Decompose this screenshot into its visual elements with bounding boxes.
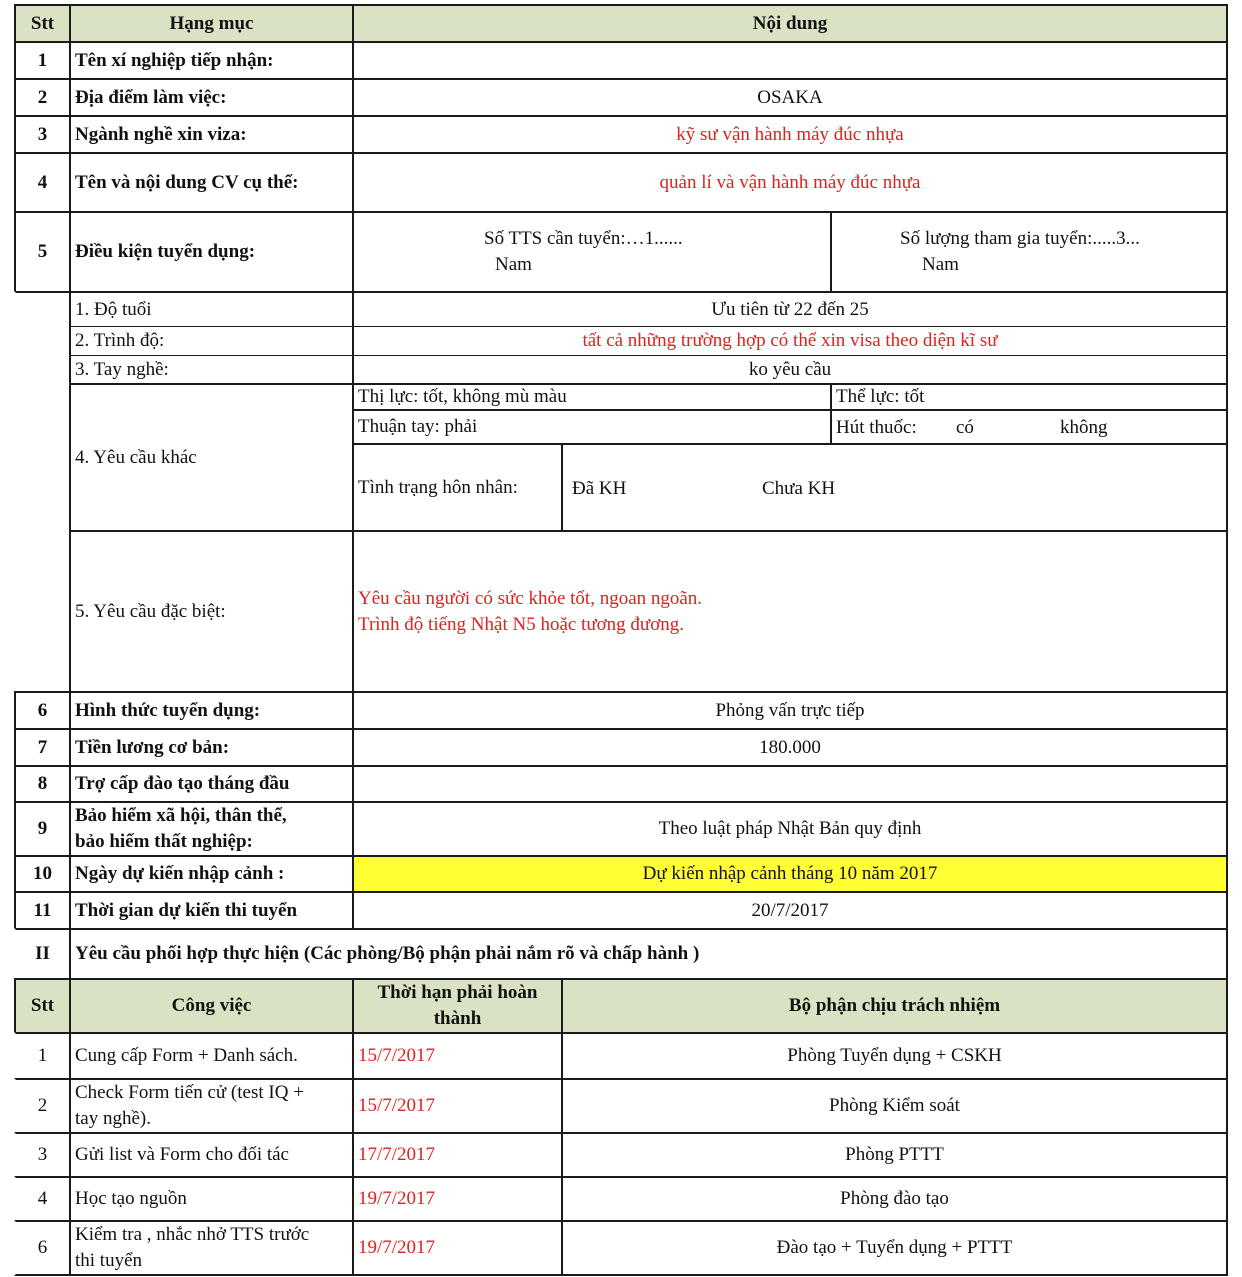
row-4-value: quản lí và vận hành máy đúc nhựa [352, 152, 1228, 213]
task-5-deadline: 19/7/2017 [352, 1220, 563, 1276]
row-1-label: Tên xí nghiệp tiếp nhận: [69, 41, 354, 80]
details-stt-blank [14, 291, 71, 693]
task-5-dept: Đào tạo + Tuyển dụng + PTTT [561, 1220, 1228, 1276]
row-10-value: Dự kiến nhập cảnh tháng 10 năm 2017 [352, 855, 1228, 893]
so-luong-line2: Nam [922, 254, 959, 275]
task-2-name-line1: Check Form tiến cử (test IQ + [75, 1082, 304, 1103]
the-luc: Thể lực: tốt [830, 383, 1228, 411]
task-2-name-line2: tay nghề). [75, 1108, 151, 1129]
header2-bo-phan: Bộ phận chịu trách nhiệm [561, 978, 1228, 1034]
header2-thoi-han-line1: Thời hạn phải hoàn [377, 982, 538, 1003]
do-tuoi-value: Ưu tiên từ 22 đến 25 [352, 291, 1228, 327]
row-3-label: Ngành nghề xin viza: [69, 115, 354, 154]
header-noi-dung: Nội dung [352, 4, 1228, 43]
task-5-name-line1: Kiểm tra , nhắc nhở TTS trước [75, 1224, 310, 1245]
row-6-stt: 6 [14, 691, 71, 730]
task-5-name-line2: thi tuyển [75, 1250, 143, 1271]
dac-biet-label: 5. Yêu cầu đặc biệt: [69, 530, 354, 693]
header2-thoi-han-line2: thành [433, 1008, 482, 1029]
so-luong-line1: Số lượng tham gia tuyển:.....3... [900, 228, 1140, 249]
hut-thuoc-label: Hút thuốc: [836, 417, 917, 438]
row-5-so-luong [830, 211, 1228, 293]
tay-nghe-label: 3. Tay nghề: [69, 355, 354, 385]
row-11-stt: 11 [14, 891, 71, 930]
trinh-do-value: tất cả những trường hợp có thể xin visa theo diện kĩ sư [352, 326, 1228, 356]
row-7-value: 180.000 [352, 728, 1228, 767]
task-5-stt: 6 [14, 1220, 71, 1276]
header-stt: Stt [14, 4, 71, 43]
row-11-label: Thời gian dự kiến thi tuyển [69, 891, 354, 930]
dac-biet-line2: Trình độ tiếng Nhật N5 hoặc tương đương. [358, 613, 685, 635]
row-9-label-line1: Bảo hiểm xã hội, thân thể, [75, 805, 287, 826]
hut-thuoc [830, 409, 1228, 445]
row-5-label: Điều kiện tuyển dụng: [69, 211, 354, 293]
dac-biet-line1: Yêu cầu người có sức khỏe tốt, ngoan ngoãn. [358, 587, 703, 609]
row-3-value: kỹ sư vận hành máy đúc nhựa [352, 115, 1228, 154]
row-7-stt: 7 [14, 728, 71, 767]
da-kh: Đã KH [572, 478, 627, 499]
chua-kh: Chưa KH [762, 478, 836, 499]
task-3-deadline: 17/7/2017 [352, 1132, 563, 1178]
task-4-stt: 4 [14, 1176, 71, 1222]
row-9-value: Theo luật pháp Nhật Bản quy định [352, 801, 1228, 857]
row-4-stt: 4 [14, 152, 71, 213]
section-2-stt: II [14, 928, 71, 980]
row-10-stt: 10 [14, 855, 71, 893]
task-1-deadline: 15/7/2017 [352, 1032, 563, 1080]
row-6-value: Phỏng vấn trực tiếp [352, 691, 1228, 730]
so-tts-line1: Số TTS cần tuyển:…1...... [484, 228, 683, 249]
row-2-stt: 2 [14, 78, 71, 117]
do-tuoi-label: 1. Độ tuổi [69, 291, 354, 327]
hon-nhan-label: Tình trạng hôn nhân: [352, 443, 563, 532]
row-10-label: Ngày dự kiến nhập cảnh : [69, 855, 354, 893]
row-8-label: Trợ cấp đào tạo tháng đầu [69, 765, 354, 803]
header2-stt: Stt [14, 978, 71, 1034]
hut-thuoc-khong: không [1060, 417, 1108, 438]
row-5-stt: 5 [14, 211, 71, 293]
task-4-name: Học tạo nguồn [69, 1176, 354, 1222]
row-8-stt: 8 [14, 765, 71, 803]
so-tts-line2: Nam [495, 254, 532, 275]
row-8-value [352, 765, 1228, 803]
section-2-title: Yêu cầu phối hợp thực hiện (Các phòng/Bộ phận phải nắm rõ và chấp hành ) [69, 928, 1228, 980]
tay-nghe-value: ko yêu cầu [352, 355, 1228, 385]
row-7-label: Tiền lương cơ bản: [69, 728, 354, 767]
header2-thoi-han [352, 978, 563, 1034]
task-2-dept: Phòng Kiểm soát [561, 1078, 1228, 1134]
task-2-name [69, 1078, 354, 1134]
row-11-value: 20/7/2017 [352, 891, 1228, 930]
row-2-value: OSAKA [352, 78, 1228, 117]
row-9-label-line2: bảo hiểm thất nghiệp: [75, 831, 253, 852]
thuan-tay: Thuận tay: phải [352, 409, 832, 445]
hut-thuoc-co: có [956, 417, 974, 438]
row-9-label [69, 801, 354, 857]
row-4-label: Tên và nội dung CV cụ thể: [69, 152, 354, 213]
task-5-name [69, 1220, 354, 1276]
task-1-stt: 1 [14, 1032, 71, 1080]
task-3-stt: 3 [14, 1132, 71, 1178]
row-3-stt: 3 [14, 115, 71, 154]
row-6-label: Hình thức tuyển dụng: [69, 691, 354, 730]
header-hang-muc: Hạng mục [69, 4, 354, 43]
task-2-deadline: 15/7/2017 [352, 1078, 563, 1134]
row-1-value [352, 41, 1228, 80]
row-5-so-tts [352, 211, 832, 293]
task-3-dept: Phòng PTTT [561, 1132, 1228, 1178]
row-1-stt: 1 [14, 41, 71, 80]
task-3-name: Gửi list và Form cho đối tác [69, 1132, 354, 1178]
row-9-stt: 9 [14, 801, 71, 857]
dac-biet-value [352, 530, 1228, 693]
hon-nhan-options [561, 443, 1228, 532]
task-1-name: Cung cấp Form + Danh sách. [69, 1032, 354, 1080]
row-2-label: Địa điểm làm việc: [69, 78, 354, 117]
task-1-dept: Phòng Tuyển dụng + CSKH [561, 1032, 1228, 1080]
task-2-stt: 2 [14, 1078, 71, 1134]
header2-cong-viec: Công việc [69, 978, 354, 1034]
yeu-cau-khac-label: 4. Yêu cầu khác [69, 383, 354, 532]
thi-luc: Thị lực: tốt, không mù màu [352, 383, 832, 411]
trinh-do-label: 2. Trình độ: [69, 326, 354, 356]
task-4-deadline: 19/7/2017 [352, 1176, 563, 1222]
task-4-dept: Phòng đào tạo [561, 1176, 1228, 1222]
